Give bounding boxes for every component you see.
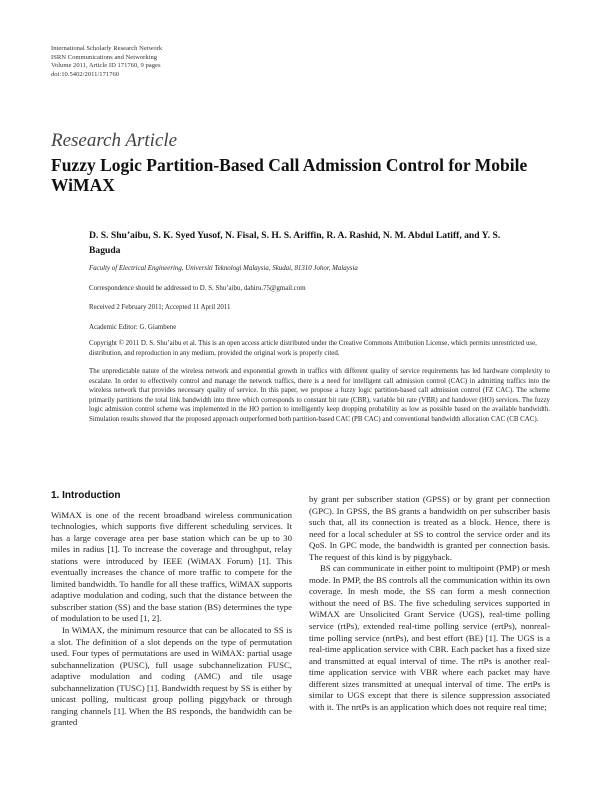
journal-subtitle: ISRN Communications and Networking: [51, 53, 158, 61]
author-list: D. S. Shu’aibu, S. K. Syed Yusof, N. Fisal, S. H. S. Ariffin, R. A. Rashid, N. M. Abdul Latiff, and Y. S. Baguda: [89, 230, 501, 256]
journal-doi: doi:10.5402/2011/171760: [51, 70, 120, 78]
section-heading: 1. Introduction: [51, 490, 121, 501]
received-dates: Received 2 February 2011; Accepted 11 April 2011: [89, 304, 231, 311]
article-type: Research Article: [51, 130, 178, 151]
academic-editor: Academic Editor: G. Giambene: [89, 324, 177, 331]
intro-paragraph-2: In WiMAX, the minimum resource that can be allocated to SS is a slot. The definition of a slot depends on the type of permutation used. Four types of permutations are used in WiMAX: partial usage subchannelization (PUSC), full usage subchannelization FUSC, adaptive modulation and coding (AMC) and tile usage subchannelization (TUSC) [1]. Bandwidth request by SS is either by unicast polling, multicast group polling piggyback or through ranging channels [1]. When the BS responds, the bandwidth can be granted: [51, 625, 292, 728]
intro-paragraph-1: WiMAX is one of the recent broadband wireless communication technologies, which supports five different scheduling services. It has a large coverage area per base station which can be up to 30 miles in radius [1]. To increase the coverage and throughput, relay stations were introduced by IEEE (WiMAX Forum) [1]. This eventually increases the chance of more traffic to compete for the limited bandwidth. To handle for all these traffics, WiMAX supports adaptive modulation and coding, such that the distance between the subscriber station (SS) and the base station (BS) determines the type of modulation to be used [1, 2].: [51, 509, 292, 624]
paper-title: Fuzzy Logic Partition-Based Call Admission Control for Mobile WiMAX: [51, 155, 528, 195]
intro-paragraph-4: BS can communicate in either point to multipoint (PMP) or mesh mode. In PMP, the BS controls all the communication within its own coverage. In mesh mode, the SS can form a mesh connection without the need of BS. The five scheduling services supported in WiMAX are Unsolicited Grant Service (UGS), real-time polling service (rtPs), extended real-time polling service (ertPs), nonreal-time polling service (nrtPs), and best effort (BE) [1]. The UGS is a real-time application service with CBR. Each packet has a fixed size and transmitted at equal interval of time. The rtPs is another real-time application service with VBR where each packet may have different sizes transmitted at unequal interval of time. The ertPs is similar to UGS except that there is silence suppression associated with it. The nrtPs is an application which does not require real time;: [309, 563, 550, 712]
column-left: [51, 490, 292, 729]
journal-volume: Volume 2011, Article ID 171760, 9 pages: [51, 62, 161, 70]
abstract: The unpredictable nature of the wireless network and exponential growth in traffics with different quality of service requirements has led hardware complexity to escalate. In order to effectively control and manage the network traffics, there is a need for intelligent call admission control (CAC) in admitting traffics into the wireless network that provides necessary quality of service. In this paper, we propose a fuzzy logic partition-based call admission control (FZ CAC). The scheme primarily partitions the total link bandwidth into three which corresponds to constant bit rate (CBR), variable bit rate (VBR) and handover (HO) services. The fuzzy logic admission control scheme was implemented in the HO portion to intelligently keep dropping probability as low as possible based on the available bandwidth. Simulation results showed that the proposed approach outperformed both partition-based CAC (PB CAC) and conventional bandwidth allocation CAC (CB CAC).: [89, 368, 550, 423]
journal-name: International Scholarly Research Network: [51, 45, 163, 52]
affiliation: Faculty of Electrical Engineering, Universiti Teknologi Malaysia, Skudai, 81310 Johor, Malaysia: [89, 265, 358, 272]
intro-paragraph-3: by grant per subscriber station (GPSS) or by grant per connection (GPC). In GPSS, the BS grants a bandwidth on per subscriber basis such that, all its connection is treated as a block. Hence, there is need for a local scheduler at SS to control the service order and its QoS. In GPC mode, the bandwidth is granted per connection basis. The request of this kind is by piggyback.: [309, 494, 550, 562]
correspondence: Correspondence should be addressed to D. S. Shu’aibu, dahiru.75@gmail.com: [89, 285, 306, 292]
copyright-notice: Copyright © 2011 D. S. Shu’aibu et al. This is an open access article distributed under the Creative Commons Attribution License, which permits unrestricted use, distribution, and reproduction in any medium, provided the original work is properly cited.: [89, 340, 537, 357]
journal-info: [51, 45, 162, 79]
column-right: [309, 494, 550, 713]
